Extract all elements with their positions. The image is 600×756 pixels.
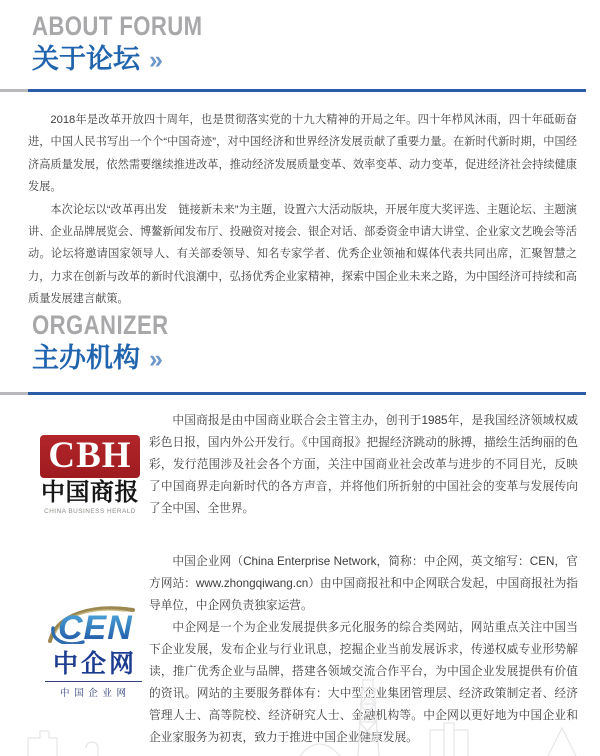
organizer-divider-line (0, 392, 600, 395)
cen-description (149, 551, 578, 749)
cbh-description (149, 410, 578, 520)
cen-logo (45, 602, 142, 699)
cbh-name-zh: 中国商报 (41, 480, 139, 506)
organizer-title-zh-text: 主办机构 (32, 343, 140, 373)
cen-name-full-zh: 中 国 企 业 网 (45, 681, 142, 699)
about-paragraphs (28, 109, 577, 311)
organizer-title-en: ORGANIZER (32, 310, 169, 340)
divider-gray-segment (0, 89, 28, 92)
about-divider-line (0, 89, 600, 92)
organizer-section-header (32, 312, 199, 374)
about-paragraph-2: 本次论坛以“改革再出发 链接新未来”为主题，设置六大活动版块，开展年度大奖评选、主题论坛、主题演讲、企业品牌展览会、博鳌新闻发布厅、投融资对接会、银企对话、部委资金申请大讲堂、企业家文艺晚会等活动。论坛将邀请国家领导人、有关部委领导、知名专家学者、优秀企业领袖和媒体代表共同出席，汇聚智慧之力，力求在创新与改革的新时代浪潮中，弘扬优秀企业家精神，探索中国企业未来之路，为中国经济可持续和高质量发展建言献策。 (28, 203, 577, 306)
double-chevron-icon: » (149, 46, 163, 74)
about-title-en: ABOUT FORUM (32, 11, 203, 41)
cbh-name-en: CHINA BUSINESS HERALD (44, 508, 136, 515)
divider-blue-segment (28, 89, 586, 92)
cen-paragraph-1: 中国企业网（China Enterprise Network，简称：中企网，英文缩写：CEN，官方网站：www.zhongqiwang.cn）由中国商报社和中企网联合发起，中国商报社为指导单位，中企网负责独家运营。 (149, 555, 578, 612)
organizer-title-zh (32, 343, 199, 374)
cen-acronym: CEN (58, 609, 133, 644)
about-section-header (32, 13, 240, 75)
double-chevron-icon: » (149, 345, 163, 373)
about-paragraph-1: 2018年是改革开放四十周年，也是贯彻落实党的十九大精神的开局之年。四十年栉风沐雨，四十年砥砺奋进，中国人民书写出一个个“中国奇迹”，对中国经济和世界经济发展贡献了重要力量。在新时代新时期，中国经济高质量发展，依然需要继续推进改革，推动经济发展质量变革、效率变革、动力变革，促进经济社会持续健康发展。 (28, 114, 577, 194)
cbh-description-paragraph: 中国商报是由中国商业联合会主管主办，创刊于1985年，是我国经济领域权威彩色日报，国内外公开发行。《中国商报》把握经济跳动的脉搏，描绘生活绚丽的色彩，发行范围涉及社会各个方面，关注中国商业社会改革与进步的不同目光，反映了中国商界走向新时代的各方声音，并将他们所折射的中国社会的变革与发展传向了全中国、全世界。 (149, 414, 578, 515)
cbh-acronym: CBH (48, 435, 132, 476)
divider-gray-segment (0, 392, 28, 395)
cen-name-zh: 中企网 (52, 650, 137, 678)
cen-logo-mark-icon (45, 602, 142, 644)
about-title-zh (32, 44, 240, 75)
cbh-logo (40, 435, 140, 515)
cbh-logo-mark (40, 435, 140, 478)
about-title-zh-text: 关于论坛 (32, 44, 140, 74)
divider-blue-segment (28, 392, 586, 395)
cen-paragraph-2: 中企网是一个为企业发展提供多元化服务的综合类网站，网站重点关注中国当下企业发展，发布企业与行业讯息，挖掘企业当前发展诉求，传递权威专业形势解读，推广优秀企业与品牌，搭建各领域交流合作平台，为中国企业发展提供有价值的资讯。网站的主要服务群体有：大中型企业集团管理层、经济政策制定者、经济管理人士、高等院校、经济研究人士、金融机构等。中企网以更好地为中国企业和企业家服务为初衷，致力于推进中国企业健康发展。 (149, 621, 578, 744)
